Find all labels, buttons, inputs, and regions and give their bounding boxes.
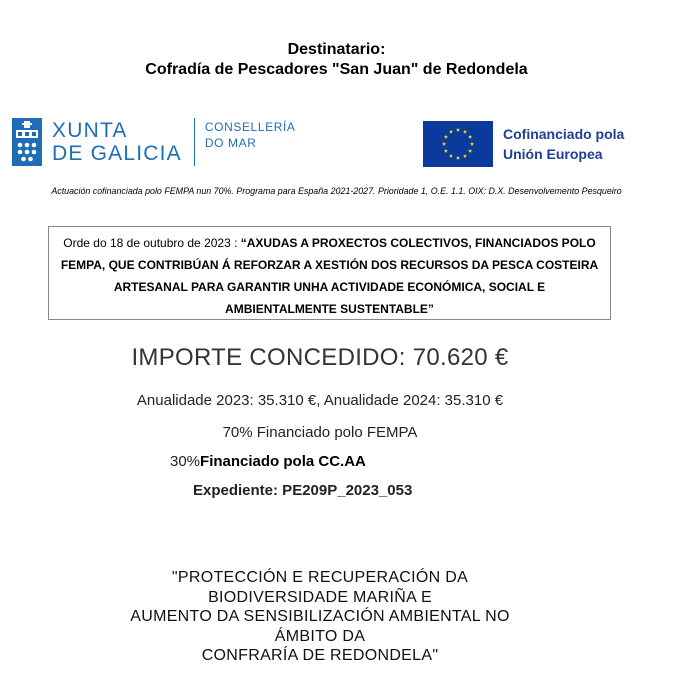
order-box: [48, 226, 611, 320]
eu-logo: [423, 121, 624, 167]
recipient-block: [0, 40, 673, 80]
xunta-divider: [194, 118, 195, 166]
order-subject: “AXUDAS A PROXECTOS COLECTIVOS, FINANCIADOS POLO FEMPA, QUE CONTRIBÚAN Á REFORZAR A XESTIÓN DOS RECURSOS DA PESCA COSTEIRA ARTESANAL PARA GARANTIR UNHA ACTIVIDADE ECONÓMICA, SOCIAL E AMBIENTALMENTE SUSTENTABLE”: [60, 236, 599, 316]
project-title-line: ÁMBITO DA: [274, 627, 366, 645]
action-note: Actuación cofinanciada polo FEMPA nun 70%. Programa para España 2021-2027. Prioridade 1, O.E. 1.1. OIX: D.X. Desenvolvemento Pesqueiro: [51, 186, 622, 196]
fempa-financing: 70% Financiado polo FEMPA: [222, 424, 418, 441]
project-title-line: AUMENTO DA SENSIBILIZACIÓN AMBIENTAL NO: [130, 608, 510, 625]
amount-granted: IMPORTE CONCEDIDO: 70.620 €: [131, 344, 509, 371]
xunta-name: XUNTA DE GALICIA: [52, 119, 182, 165]
project-title: [0, 568, 640, 666]
xunta-logo: [12, 117, 296, 167]
recipient-name: Cofradía de Pescadores "San Juan" de Redondela: [145, 61, 528, 78]
project-title-line: CONFRARÍA DE REDONDELA": [201, 647, 439, 664]
ccaa-percent: 30%: [170, 453, 201, 470]
project-title-line: "PROTECCIÓN E RECUPERACIÓN DA: [171, 569, 469, 586]
xunta-emblem-icon: [12, 118, 42, 166]
project-title-line: BIODIVERSIDADE MARIÑA E: [208, 588, 432, 606]
xunta-department: CONSELLERÍA DO MAR: [204, 120, 296, 150]
ccaa-financing: [170, 453, 366, 470]
annuities: Anualidade 2023: 35.310 €, Anualidade 2024: 35.310 €: [136, 392, 504, 409]
expediente: Expediente: PE209P_2023_053: [193, 482, 413, 499]
ccaa-text: Financiado pola CC.AA: [200, 453, 366, 470]
order-reference: Orde do 18 de outubro de 2023 :: [63, 236, 241, 250]
eu-cofinance-text: Cofinanciado pola Unión Europea: [503, 126, 625, 162]
eu-flag-icon: [423, 121, 493, 167]
recipient-label: Destinatario:: [287, 41, 386, 58]
